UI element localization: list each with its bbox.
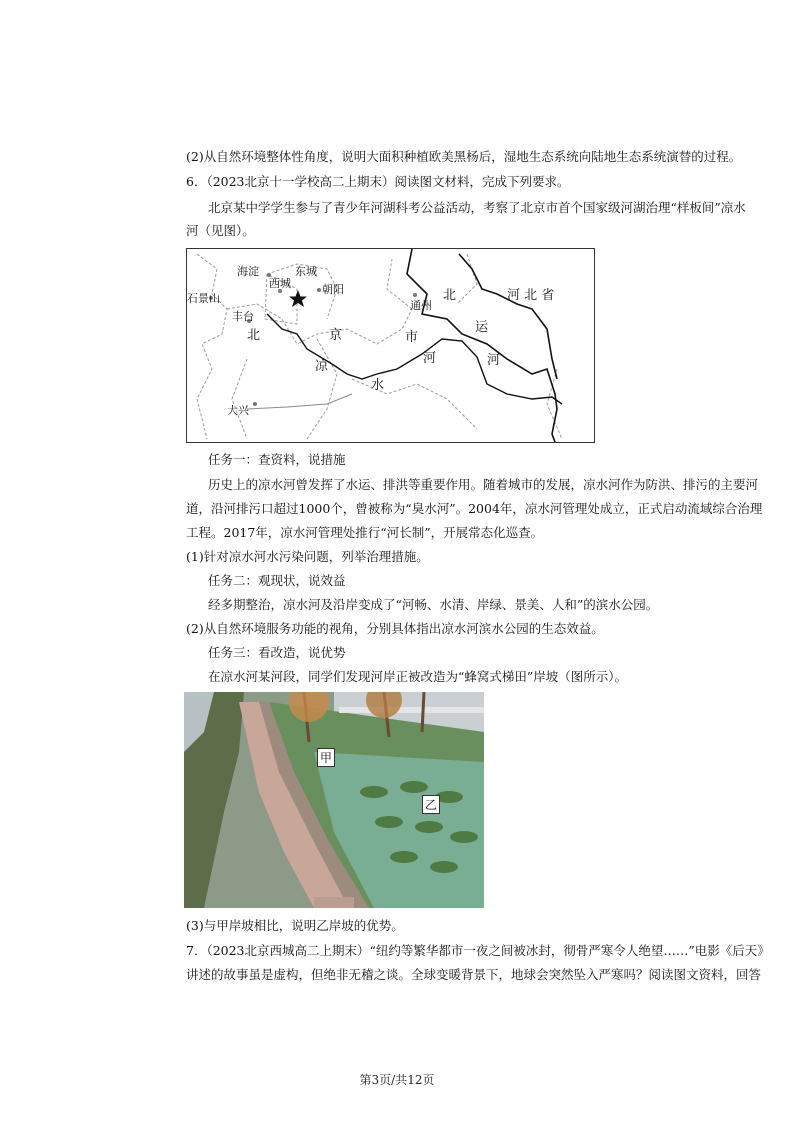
task-1-title: 任务一：查资料，说措施 (208, 452, 346, 467)
question-1: (1)针对凉水河水污染问题，列举治理措施。 (186, 549, 429, 564)
map-label-xicheng: 西城 (269, 277, 291, 290)
task-2-text: 经多期整治，凉水河及沿岸变成了“河畅、水清、岸绿、景美、人和”的滨水公园。 (208, 597, 659, 612)
question-3: (3)与甲岸坡相比，说明乙岸坡的优势。 (186, 918, 404, 933)
map-label-bei-city: 北 (247, 328, 261, 343)
material-intro-2: 河（见图）。 (186, 223, 255, 238)
map-label-dongcheng: 东城 (295, 265, 317, 278)
map-label-jing: 京 (329, 328, 343, 343)
task-1-text-2: 道，沿河排污口超过1000个，曾被称为“臭水河”。2004年，凉水河管理处成立，正式启动流域综合治理 (186, 501, 763, 516)
task-3-title: 任务三：看改造，说优势 (208, 645, 346, 660)
question-6-header: 6．（2023北京十一学校高二上期末）阅读图文材料，完成下列要求。 (186, 174, 570, 189)
map-label-daxing: 大兴 (227, 404, 249, 417)
map-label-hebei: 河 北 省 (507, 288, 555, 303)
photo-label-yi: 乙 (422, 795, 440, 814)
map-label-bei-canal: 北 (443, 288, 457, 303)
question-2: (2)从自然环境服务功能的视角，分别具体指出凉水河滨水公园的生态效益。 (186, 621, 604, 636)
task-2-title: 任务二：观现状，说效益 (208, 573, 346, 588)
task-3-text: 在凉水河某河段，同学们发现河岸正被改造为“蜂窝式梯田”岸坡（图所示）。 (208, 669, 628, 684)
task-1-text-1: 历史上的凉水河曾发挥了水运、排洪等重要作用。随着城市的发展，凉水河作为防洪、排污的主要河 (208, 477, 759, 492)
map-label-yun: 运 (475, 320, 489, 335)
map-label-he-canal: 河 (487, 353, 501, 368)
question-2-prev: (2)从自然环境整体性角度，说明大面积种植欧美黑杨后，湿地生态系统向陆地生态系统演替的过程。 (186, 149, 742, 164)
map-label-shi: 市 (405, 330, 419, 345)
liangshui-river-map (186, 248, 595, 443)
map-label-shui: 水 (371, 378, 385, 393)
map-label-tongzhou: 通州 (410, 299, 432, 312)
map-label-liang: 凉 (315, 359, 329, 374)
map-label-he-river: 河 (423, 351, 437, 366)
question-7-header: 7．（2023北京西城高二上期末）“纽约等繁华都市一夜之间被冰封，彻骨严寒令人绝望……”电影《后天》 (186, 943, 770, 958)
map-label-fengtai: 丰台 (232, 310, 254, 323)
map-label-chaoyang: 朝阳 (322, 283, 344, 296)
map-label-haidian: 海淀 (237, 265, 259, 278)
material-intro-1: 北京某中学学生参与了青少年河湖科考公益活动，考察了北京市首个国家级河湖治理“样板间”凉水 (208, 200, 746, 215)
map-label-shijingshan: 石景山 (187, 292, 220, 305)
task-1-text-3: 工程。2017年，凉水河管理处推行“河长制”，开展常态化巡查。 (186, 525, 544, 540)
question-7-text: 讲述的故事虽是虚构，但绝非无稽之谈。全球变暖背景下，地球会突然坠入严寒吗？阅读图文资料，回答 (186, 967, 762, 982)
page-footer: 第3页/共12页 (359, 1073, 435, 1087)
star-icon (289, 290, 307, 307)
photo-label-jia: 甲 (317, 748, 335, 767)
riverbank-photo (184, 692, 484, 908)
